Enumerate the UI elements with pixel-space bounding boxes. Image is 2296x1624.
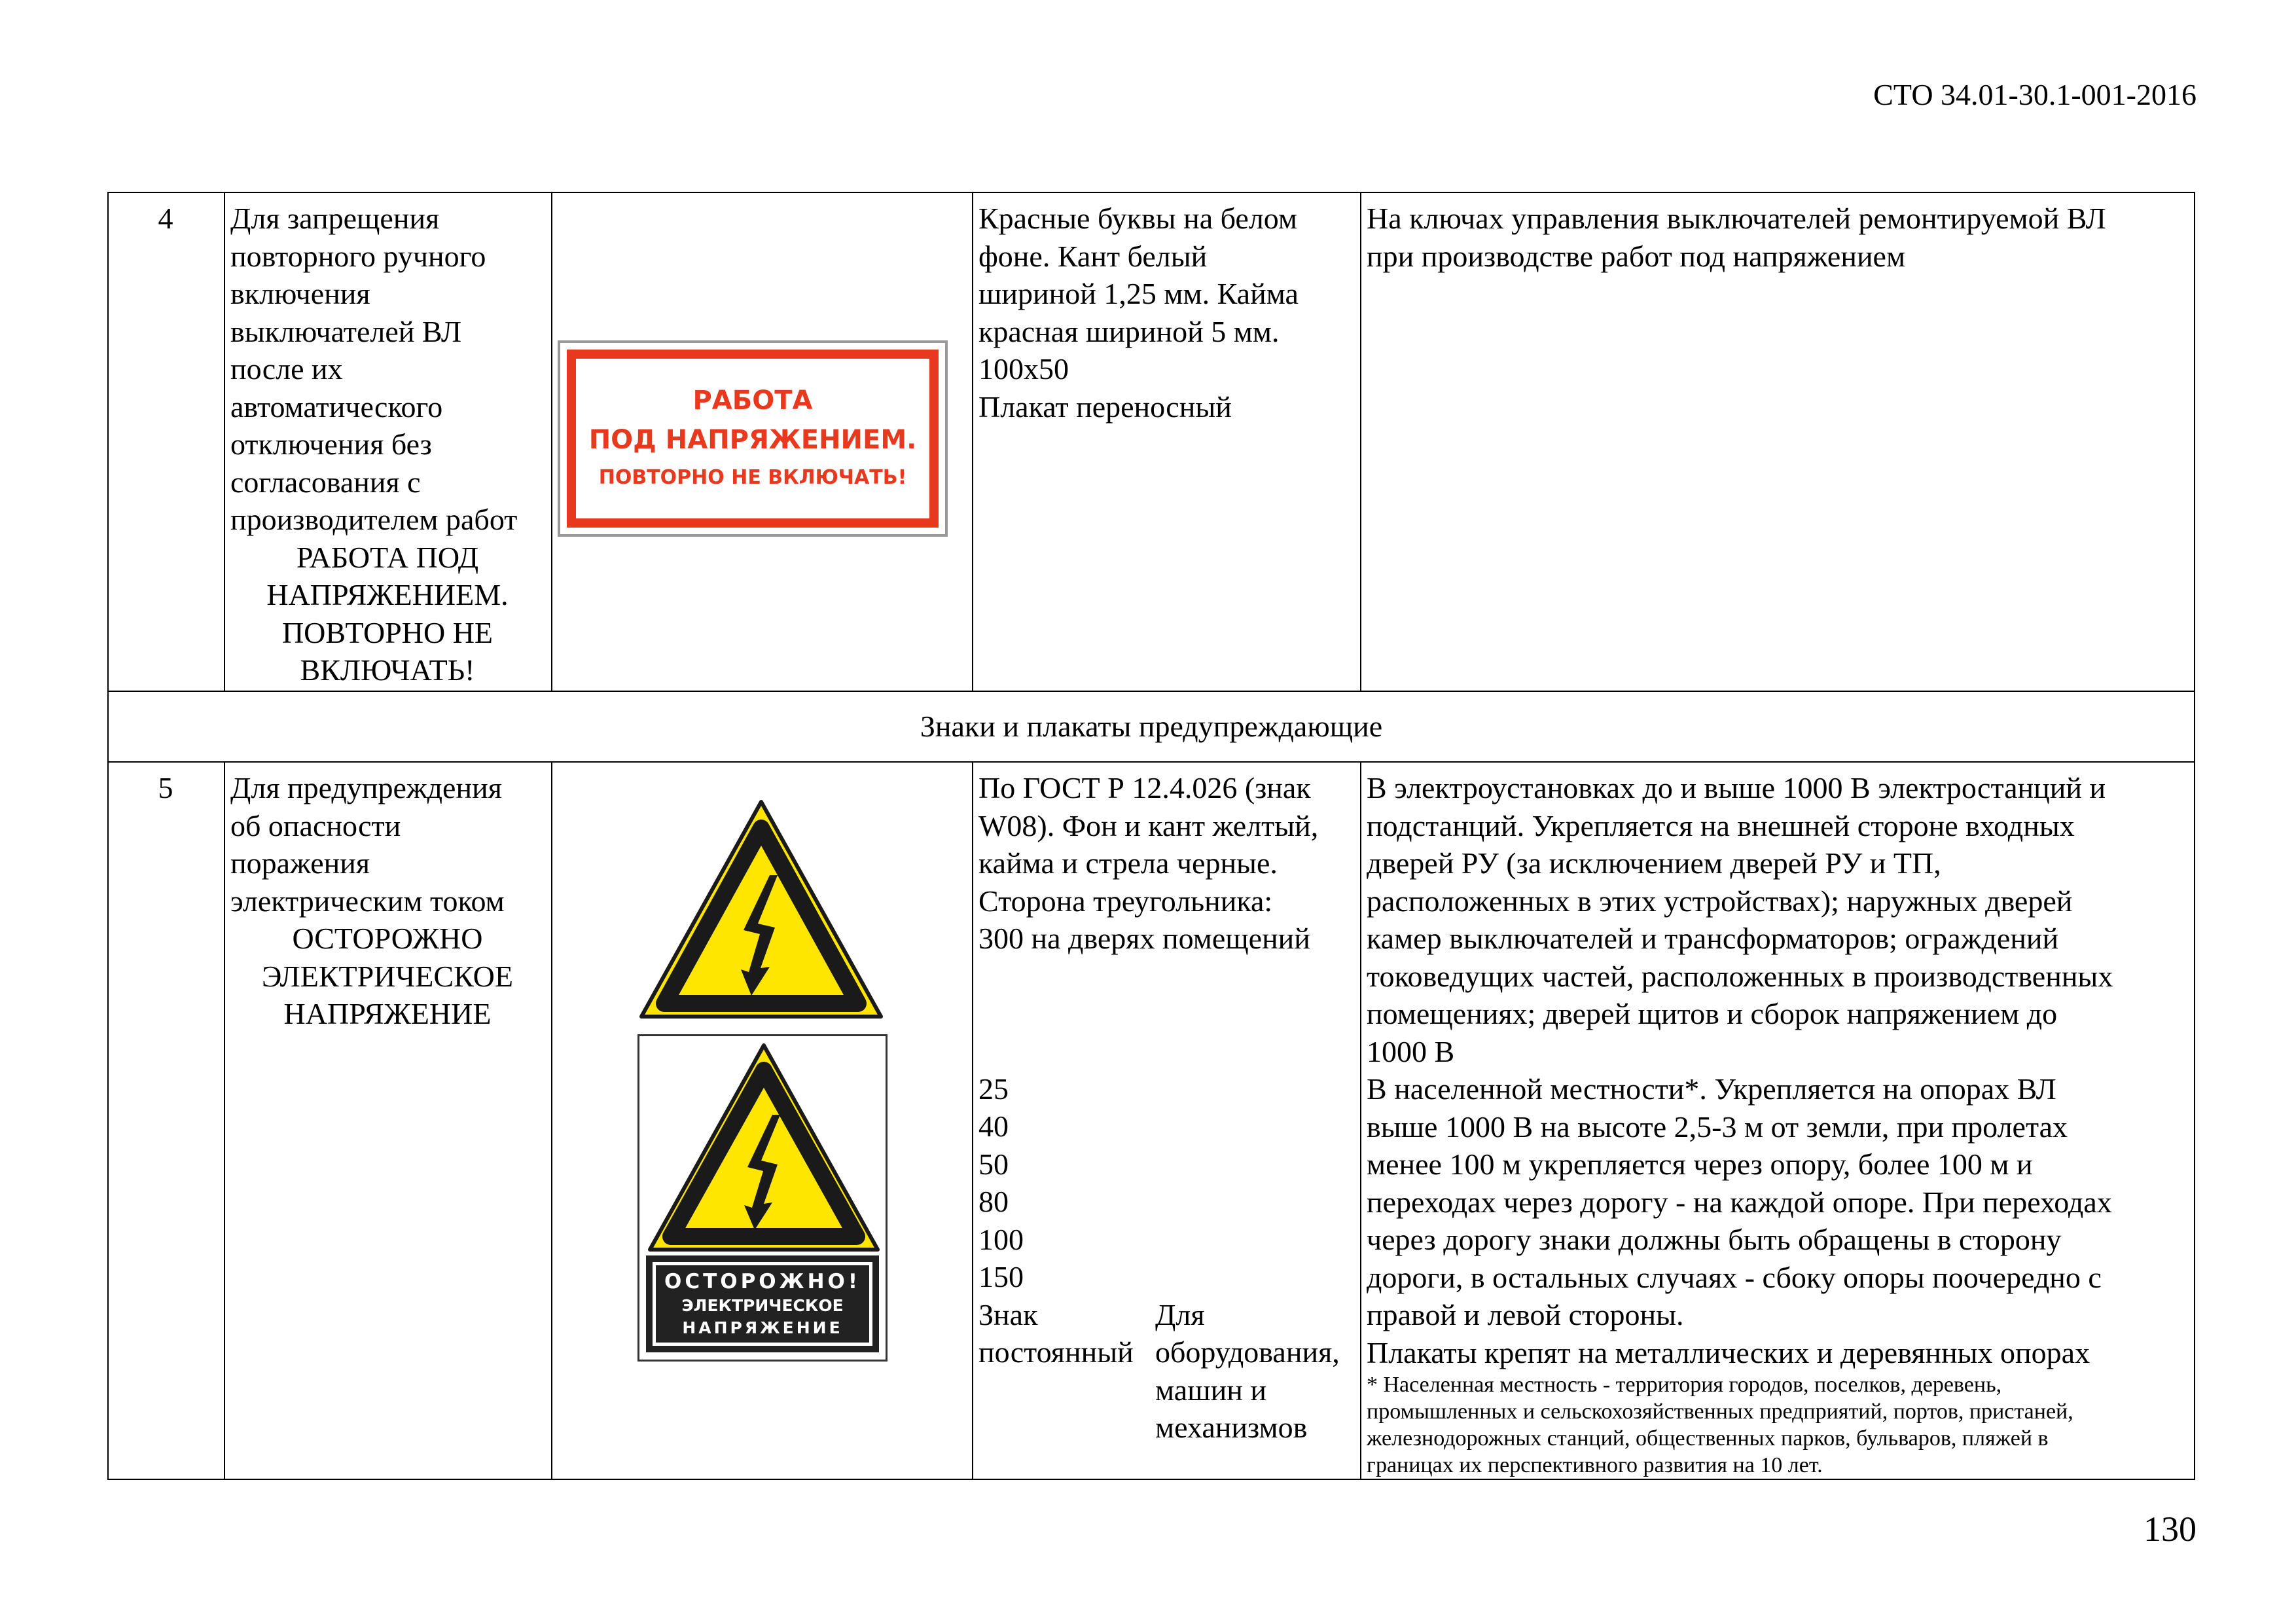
purpose-line: автоматического [230, 389, 443, 424]
placement-line: 1000 В [1367, 1034, 1455, 1068]
spec-line: Плакат переносный [978, 389, 1232, 424]
purpose-line: Для запрещения [230, 202, 440, 235]
sign-title-line: НАПРЯЖЕНИЕ [283, 997, 492, 1030]
high-voltage-warning-sign-icon [639, 798, 884, 1020]
sign-type-kind-line: постоянный [978, 1335, 1134, 1369]
placement-line: подстанций. Укрепляется на внешней стороне входных [1367, 808, 2075, 842]
spec-cell [973, 192, 1361, 691]
placement-line: расположенных в этих устройствах); наружных дверей [1367, 884, 2073, 918]
purpose-cell [224, 762, 552, 1479]
row-number: 4 [108, 192, 224, 691]
placement-line: дверей РУ (за исключением дверей РУ и ТП, [1367, 846, 1941, 880]
spec-line: По ГОСТ Р 12.4.026 (знак [978, 771, 1311, 804]
poster-red-border [567, 350, 939, 528]
size-value: 80 [978, 1185, 1009, 1218]
footnote-line: промышленных и сельскохозяйственных предприятий, портов, пристаней, [1367, 1399, 2073, 1424]
placement-line: выше 1000 В на высоте 2,5-3 м от земли, при пролетах [1367, 1110, 2068, 1144]
purpose-line: производителем работ [230, 503, 518, 536]
size-value: 40 [978, 1110, 1009, 1143]
purpose-line: Для предупреждения [230, 771, 502, 804]
size-value: 25 [978, 1072, 1009, 1106]
spec-cell [973, 762, 1361, 1479]
sign-title-line: РАБОТА ПОД [296, 540, 479, 574]
sign-type [978, 1296, 1354, 1447]
purpose-line: отключения без [230, 427, 432, 461]
poster-caption-inner [653, 1262, 872, 1346]
purpose-cell [224, 192, 552, 691]
poster-text-line: ПОД НАПРЯЖЕНИЕМ. [588, 425, 917, 455]
sign-title-line: НАПРЯЖЕНИЕМ. [266, 578, 509, 611]
spec-line: W08). Фон и кант желтый, [978, 808, 1319, 842]
caption-line: ЭЛЕКТРИЧЕСКОЕ [681, 1296, 844, 1315]
placement-line: правой и левой стороны. [1367, 1298, 1684, 1331]
placement-line: менее 100 м укрепляется через опору, более 100 м и [1367, 1147, 2033, 1181]
spec-line: 300 на дверях помещений [978, 922, 1310, 955]
poster-text-line: ПОВТОРНО НЕ ВКЛЮЧАТЬ! [598, 466, 907, 489]
placement-line: камер выключателей и трансформаторов; ограждений [1367, 922, 2059, 955]
caption-line: ОСТОРОЖНО! [664, 1270, 861, 1293]
high-voltage-warning-sign-icon [646, 1041, 882, 1254]
spec-line: фоне. Кант белый [978, 239, 1208, 273]
placement-line: переходах через дорогу - на каждой опоре. При переходах [1367, 1185, 2112, 1219]
placement-line: На ключах управления выключателей ремонтируемой ВЛ [1367, 202, 2106, 235]
sign-type-kind [978, 1296, 1155, 1447]
sign-type-use-line: механизмов [1155, 1411, 1308, 1444]
size-value: 50 [978, 1147, 1009, 1181]
row-number: 5 [108, 762, 224, 1479]
purpose-line: об опасности [230, 808, 401, 842]
placement-line: через дорогу знаки должны быть обращены в сторону [1367, 1223, 2062, 1256]
purpose-line: электрическим током [230, 884, 505, 918]
placement-line: Плакаты крепят на металлических и деревянных опорах [1367, 1335, 2090, 1369]
caution-voltage-poster [637, 1034, 888, 1362]
footnote-line: границах их перспективного развития на 10 лет. [1367, 1453, 1823, 1477]
placement-line: В населенной местности*. Укрепляется на опорах ВЛ [1367, 1072, 2056, 1106]
document-code: СТО 34.01-30.1-001-2016 [1873, 78, 2197, 111]
purpose-line: повторного ручного [230, 239, 486, 273]
sign-type-kind-line: Знак [978, 1297, 1038, 1331]
spec-line: кайма и стрела черные. [978, 846, 1278, 880]
placement-line: при производстве работ под напряжением [1367, 239, 1906, 273]
purpose-line: поражения [230, 846, 370, 880]
placement-line: помещениях; дверей щитов и сборок напряжением до [1367, 997, 2058, 1030]
spacer [978, 958, 1354, 1070]
poster-caption [646, 1255, 879, 1352]
sign-title-line: ОСТОРОЖНО [292, 922, 483, 955]
work-under-voltage-poster [558, 340, 948, 537]
signs-images [552, 763, 972, 1456]
placement-line: дороги, в остальных случаях - сбоку опоры поочередно с [1367, 1260, 2102, 1294]
placement-cell [1361, 192, 2195, 691]
sign-type-use-line: оборудования, [1155, 1335, 1340, 1369]
sign-type-use [1155, 1296, 1340, 1447]
sign-type-use-line: Для [1155, 1297, 1205, 1331]
spec-line: 100х50 [978, 352, 1069, 386]
placement-line: В электроустановках до и выше 1000 В электростанций и [1367, 771, 2106, 804]
sign-title-line: ЭЛЕКТРИЧЕСКОЕ [262, 959, 513, 993]
sign-title-line: ПОВТОРНО НЕ [281, 615, 493, 649]
caption-line: НАПРЯЖЕНИЕ [682, 1318, 843, 1337]
purpose-line: включения [230, 277, 370, 310]
placement-cell [1361, 762, 2195, 1479]
purpose-line: после их [230, 352, 343, 386]
placement-line: токоведущих частей, расположенных в производственных [1367, 959, 2113, 993]
signs-table [107, 192, 2195, 1480]
spec-line: красная шириной 5 мм. [978, 314, 1280, 348]
page-number: 130 [2144, 1509, 2197, 1549]
spec-line: шириной 1,25 мм. Кайма [978, 277, 1299, 310]
sign-title-line: ВКЛЮЧАТЬ! [300, 653, 475, 687]
section-header-row [108, 691, 2195, 762]
table-row [108, 192, 2195, 691]
poster-text-line: РАБОТА [692, 386, 813, 416]
spec-line: Красные буквы на белом [978, 202, 1298, 235]
poster-inner [576, 359, 929, 518]
footnote-line: железнодорожных станций, общественных парков, бульваров, пляжей в [1367, 1426, 2049, 1451]
purpose-line: согласования с [230, 465, 421, 499]
footnote-line: * Населенная местность - территория городов, поселков, деревень, [1367, 1373, 2002, 1397]
size-value: 100 [978, 1222, 1024, 1256]
sign-type-use-line: машин и [1155, 1373, 1266, 1407]
image-cell [552, 192, 973, 691]
spec-line: Сторона треугольника: [978, 884, 1273, 918]
purpose-line: выключателей ВЛ [230, 314, 462, 348]
table-row [108, 762, 2195, 1479]
size-value: 150 [978, 1260, 1024, 1293]
section-title: Знаки и плакаты предупреждающие [108, 691, 2195, 762]
image-cell [552, 762, 973, 1479]
